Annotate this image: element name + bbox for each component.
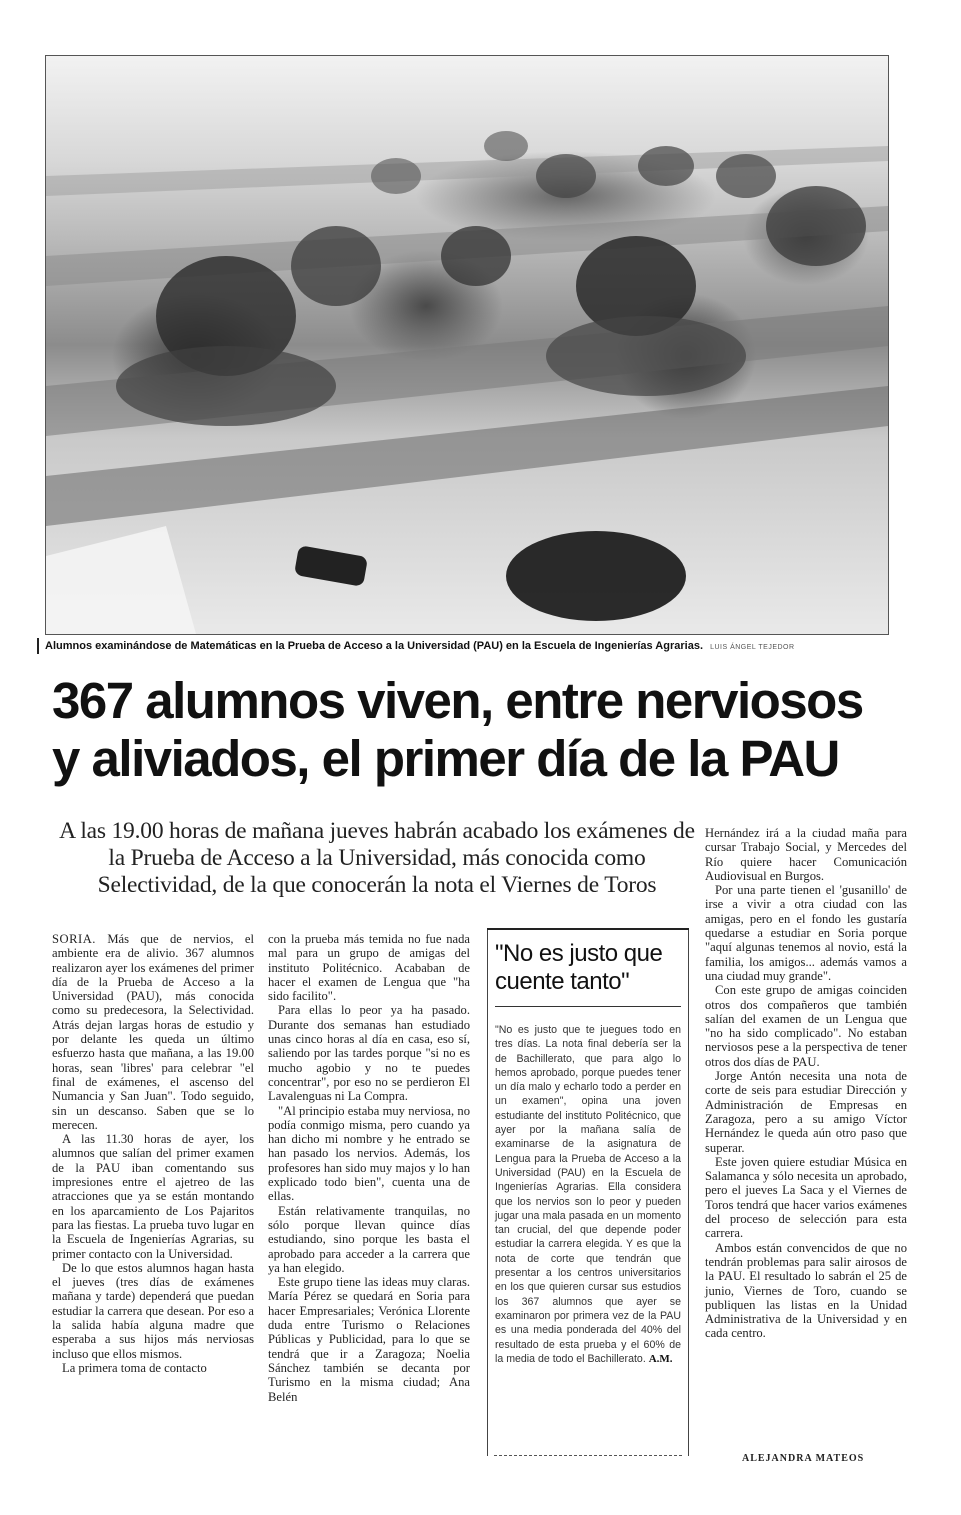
subheadline: A las 19.00 horas de mañana jueves habrán acabado los exámenes de la Prueba de Acceso a la Universidad, más conocida como Selectividad, de la que conocerán la nota el Viernes de Toros	[59, 818, 695, 898]
paragraph	[52, 932, 254, 1132]
paragraph: Con este grupo de amigas coinciden otros dos compañeros que también salían del examen de un Lengua que "no ha sido complicado". No estaban nerviosos pese a la perspectiva de tener otros dos días de PAU.	[705, 983, 907, 1069]
paragraph-text: Más que de nervios, el ambiente era de alivio. 367 alumnos realizaron ayer los exámenes del primer día de la Prueba de Acceso a la Universidad (PAU), más conocida como su predecesora, la Selectividad. Atrás dejan largas horas de estudio y por delante les queda un último esfuerzo hasta que mañana, a las 19.00 horas, sean 'libres' para celebrar "el final de exámenes, el ascenso del Numancia y San Juan". Todo seguido, sin un descanso. Saben que se lo merecen.	[52, 932, 254, 1132]
article-column-1	[52, 932, 254, 1375]
sidebar-text	[495, 1023, 681, 1366]
paragraph: Para ellas lo peor ya ha pasado. Durante dos semanas han estudiado unas cinco horas al día en casa, eso sí, saliendo por las tardes porque "si no es mucho agobio y no te puedes concentrar", por eso no se perdieron El Lavalenguas ni La Compra.	[268, 1003, 470, 1104]
dateline: SORIA.	[52, 932, 96, 946]
headline-line-2: y aliviados, el primer día de la PAU	[52, 730, 839, 787]
exam-photo-illustration	[46, 56, 888, 634]
headline-line-1: 367 alumnos viven, entre nerviosos	[52, 672, 863, 729]
article-column-3	[705, 826, 907, 1341]
paragraph: La primera toma de contacto	[62, 1360, 207, 1375]
caption-marker	[37, 638, 39, 654]
headline	[52, 672, 932, 788]
paragraph: Por una parte tienen el 'gusanillo' de irse a vivir a otra ciudad con las amigas, pero en el fondo les gustaría quedarse a estudiar en Soria porque "aquí algunas tenemos al novio, está la familia, los amigos... además vamos a una ciudad muy grande".	[705, 883, 907, 983]
paragraph: Ambos están convencidos de que no tendrán problemas para salir airosos de la PAU. El resultado lo sabrán el 25 de junio, Viernes de Toro, cuando se publiquen las listas en la Unidad Administrativa de la Universidad y en cada centro.	[705, 1240, 907, 1341]
photo-caption	[45, 640, 905, 652]
article-column-2	[268, 932, 470, 1404]
paragraph: con la prueba más temida no fue nada mal para un grupo de amigas del instituto Politécnico. Acababan de hacer el examen de Lengua que "ha sido facilito".	[268, 932, 470, 1004]
paragraph: Hernández irá a la ciudad maña para cursar Trabajo Social, y Mercedes del Río quiere hacer Comunicación Audiovisual en Burgos.	[705, 826, 907, 883]
photo-caption-text: Alumnos examinándose de Matemáticas en la Prueba de Acceso a la Universidad (PAU) en la Escuela de Ingenierías Agrarias.	[45, 640, 704, 652]
exam-photo	[45, 55, 889, 635]
photo-credit: LUIS ÁNGEL TEJEDOR	[710, 644, 795, 651]
sidebar-signature: A.M.	[648, 1352, 673, 1365]
sidebar-body: "No es justo que te juegues todo en tres días. La nota final debería ser la de Bachillerato, que para algo lo hemos aprobado, porque puedes tener un día malo y echarlo todo a perder en un examen", opina una joven estudiante del instituto Politécnico, que ayer por la mañana salía de examinarse de la asignatura de Lengua para la Prueba de Acceso a la Universidad (PAU) en la Escuela de Ingenierías Agrarias. Ella considera que los nervios son lo peor y pueden jugar una mala pasada en un momento tan crucial, del que depende poder estudiar la carrera elegida. Y es que la nota de corte que tendrán que presentar a los centros universitarios en los que quieren cursar sus estudios los 367 alumnos que ayer se examinaron por primera vez de la PAU es una media ponderada del 40% del resultado de esta prueba y el 60% de la media de todo el Bachillerato.	[495, 1024, 681, 1365]
sidebar-divider	[495, 1006, 681, 1007]
byline: ALEJANDRA MATEOS	[742, 1453, 865, 1464]
paragraph: Este grupo tiene las ideas muy claras. María Pérez se quedará en Soria para hacer Empresariales; Verónica Llorente duda entre Turismo o Relaciones Públicas y Publicidad, para lo que se tendrá que ir a Zaragoza; Noelia Sánchez también se decanta por Turismo en la misma ciudad; Ana Belén	[268, 1275, 470, 1404]
paragraph: Están relativamente tranquilas, no sólo porque llevan quince días estudiando, sino porque les basta el aprobado para acceder a la carrera que ya han elegido.	[268, 1203, 470, 1275]
quote-sidebar	[487, 928, 689, 1456]
paragraph: De lo que estos alumnos hagan hasta el jueves (tres días de exámenes mañana y tarde) dependerá que puedan estudiar la carrera que desean. Por eso a la salida había alguna madre que esperaba a sus hijos más nerviosas incluso que ellos mismos.	[52, 1260, 254, 1361]
paragraph: Este joven quiere estudiar Música en Salamanca y sólo necesita un aprobado, pero el jueves La Saca y el Viernes de Toros tendrá que hacer varios exámenes del proceso de selección para esta carrera.	[705, 1154, 907, 1241]
pull-quote: "No es justo que cuente tanto"	[495, 940, 663, 995]
paragraph: A las 11.30 horas de ayer, los alumnos que salían del primer examen de la PAU iban comentando sus impresiones entre el ajetreo de las atracciones que ya se están montando en los aparcamiento de Los Pajaritos para las fiestas. La prueba tuvo lugar en la Escuela de Ingenierías Agrarias, su primer contacto con la Universidad.	[52, 1132, 254, 1261]
sidebar-top-rule	[487, 928, 689, 930]
paragraph: "Al principio estaba muy nerviosa, no podía conmigo misma, pero cuando ya han dicho mi nombre y he entrado se han pasado los nervios. Además, los profesores han sido muy majos y lo han explicado todo bien", cuenta una de ellas.	[268, 1103, 470, 1204]
paragraph: Jorge Antón necesita una nota de corte de seis para estudiar Dirección y Administración de Empresas en Zaragoza, pero a su amigo Víctor Hernández le queda aún otro paso que superar.	[705, 1069, 907, 1155]
sidebar-bottom-rule	[494, 1455, 682, 1456]
